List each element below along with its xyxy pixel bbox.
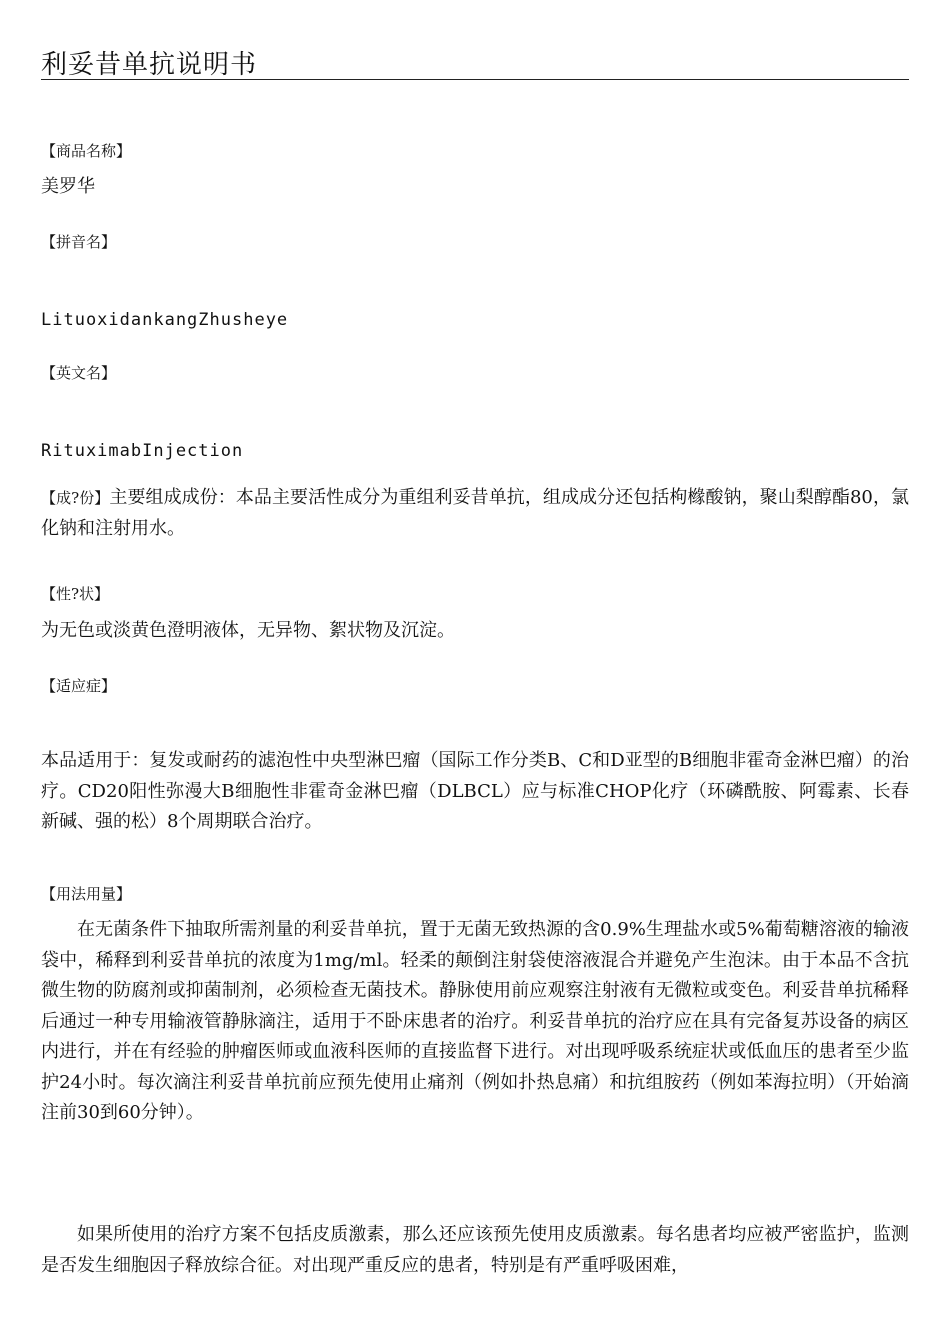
dosage-paragraph-2: 如果所使用的治疗方案不包括皮质激素，那么还应该预先使用皮质激素。每名患者均应被严密监护，监测是否发生细胞因子释放综合征。对出现严重反应的患者，特别是有严重呼吸困难， [41, 1224, 909, 1276]
title-underline [41, 79, 909, 80]
composition-text: 主要组成成份：本品主要活性成分为重组利妥昔单抗，组成成分还包括枸橼酸钠，聚山梨醇酯80，氯化钠和注射用水。 [41, 487, 910, 539]
document-title: 利妥昔单抗说明书 [41, 50, 258, 80]
pinyin-name-label: 【拼音名】 [41, 233, 117, 251]
dosage-paragraph-1: 在无菌条件下抽取所需剂量的利妥昔单抗，置于无菌无致热源的含0.9%生理盐水或5%葡萄糖溶液的输液袋中，稀释到利妥昔单抗的浓度为1mg/ml。轻柔的颠倒注射袋使溶液混合并避免产生泡沫。由于本品不含抗微生物的防腐剂或抑菌制剂，必须检查无菌技术。静脉使用前应观察注射液有无微粒或变色。利妥昔单抗稀释后通过一种专用输液管静脉滴注，适用于不卧床患者的治疗。利妥昔单抗的治疗应在具有完备复苏设备的病区内进行，并在有经验的肿瘤医师或血液科医师的直接监督下进行。对出现呼吸系统症状或低血压的患者至少监护24小时。每次滴注利妥昔单抗前应预先使用止痛剂（例如扑热息痛）和抗组胺药（例如苯海拉明）（开始滴注前30到60分钟）。 [41, 919, 909, 1123]
description-label: 【性?状】 [41, 585, 110, 603]
english-name-value: RituximabInjection [41, 441, 244, 461]
indications-label: 【适应症】 [41, 677, 117, 695]
composition-section [41, 483, 909, 544]
dosage-label: 【用法用量】 [41, 885, 132, 903]
composition-label: 【成?份】 [41, 489, 110, 507]
english-name-label: 【英文名】 [41, 364, 117, 382]
trade-name-label: 【商品名称】 [41, 142, 132, 160]
indications-text: 本品适用于：复发或耐药的滤泡性中央型淋巴瘤（国际工作分类B、C和D亚型的B细胞非霍奇金淋巴瘤）的治疗。CD20阳性弥漫大B细胞性非霍奇金淋巴瘤（DLBCL）应与标准CHOP化疗（环磷酰胺、阿霉素、长春新碱、强的松）8个周期联合治疗。 [41, 750, 909, 832]
description-text: 为无色或淡黄色澄明液体，无异物、絮状物及沉淀。 [41, 620, 455, 641]
trade-name-value: 美罗华 [41, 176, 95, 197]
pinyin-name-value: LituoxidankangZhusheye [41, 310, 289, 330]
